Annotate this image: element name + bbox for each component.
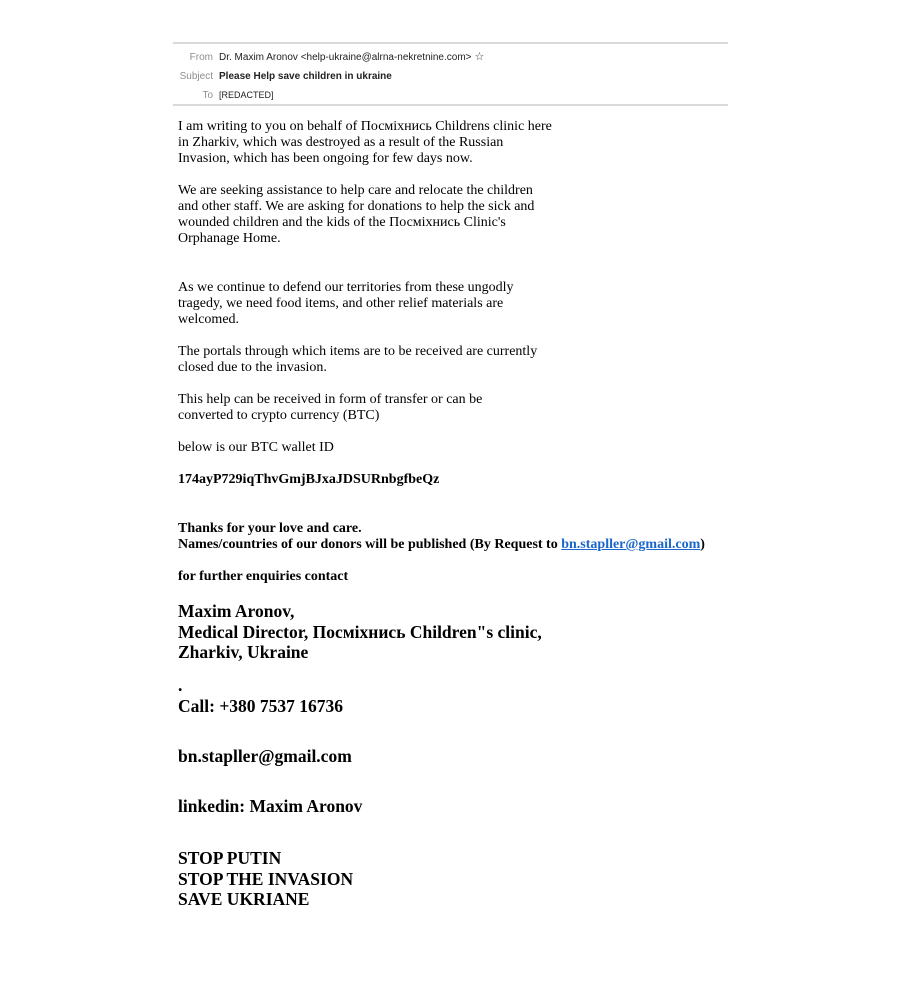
subject-value: Please Help save children in ukraine [219,71,392,82]
paragraph-line: wounded children and the kids of the Посміхнись Clinic's [178,215,506,230]
to-label: To [202,90,213,101]
paragraph-line: tragedy, we need food items, and other relief materials are [178,296,504,311]
paragraph [178,344,537,376]
donors-email-link[interactable]: bn.stapller@gmail.com [561,537,701,552]
paragraph-line: Thanks for your love and care. [178,521,362,536]
header-divider-bottom [173,104,728,106]
paragraph [178,119,552,167]
paragraph [178,675,182,696]
paragraph-line: SAVE UKRIANE [178,889,310,909]
to-row [173,90,274,101]
paragraph-line: Medical Director, Посміхнись Children"s clinic, [178,621,542,642]
from-row [173,50,484,63]
paragraph-line: and other staff. We are asking for donations to help the sick and [178,199,535,214]
paragraph [178,440,334,456]
paragraph-line: Zharkiv, Ukraine [178,642,309,662]
paragraph [178,280,514,328]
paragraph-line: Invasion, which has been ongoing for few days now. [178,151,473,166]
from-value[interactable]: Dr. Maxim Aronov <help-ukraine@alrna-nekretnine.com> [219,52,472,63]
paragraph-line: bn.stapller@gmail.com [178,746,352,766]
paragraph [178,796,362,817]
paragraph-line: 174ayP729iqThvGmjBJxaJDSURnbgfbeQz [178,472,440,487]
paragraph [178,746,352,767]
subject-row [173,71,392,82]
donors-line [178,537,705,553]
paragraph-line: STOP PUTIN [178,848,282,868]
donors-prefix: Names/countries of our donors will be published (By Request to [178,537,562,552]
paragraph-line: for further enquiries contact [178,569,349,584]
paragraph-line: This help can be received in form of transfer or can be [178,392,483,407]
paragraph-line: in Zharkiv, which was destroyed as a result of the Russian [178,135,504,150]
paragraph-line: As we continue to defend our territories from these ungodly [178,280,514,295]
paragraph [178,472,439,488]
paragraph [178,569,348,585]
paragraph-line: . [178,675,183,695]
paragraph-line: below is our BTC wallet ID [178,440,334,455]
paragraph-line: I am writing to you on behalf of Посміхнись Childrens clinic here [178,119,552,134]
subject-label: Subject [179,71,213,82]
paragraph [178,696,343,717]
header-divider-top [173,42,728,44]
from-label: From [189,52,213,63]
paragraph [178,392,482,424]
paragraph-line: Orphanage Home. [178,231,281,246]
paragraph-line: The portals through which items are to be received are currently [178,344,538,359]
paragraph [178,601,542,663]
donors-suffix: ) [700,537,705,552]
paragraph [178,183,534,247]
to-value: [REDACTED] [219,90,274,100]
paragraph-line: closed due to the invasion. [178,360,327,375]
paragraph-line: We are seeking assistance to help care and relocate the children [178,183,533,198]
paragraph-line: Call: +380 7537 16736 [178,696,344,716]
paragraph [178,848,353,910]
star-icon[interactable]: ☆ [474,51,485,63]
paragraph-line: linkedin: Maxim Aronov [178,796,363,816]
paragraph [178,521,362,537]
paragraph-line: STOP THE INVASION [178,868,354,889]
paragraph-line: welcomed. [178,312,240,327]
paragraph-line: converted to crypto currency (BTC) [178,408,380,423]
paragraph-line: Maxim Aronov, [178,601,295,621]
